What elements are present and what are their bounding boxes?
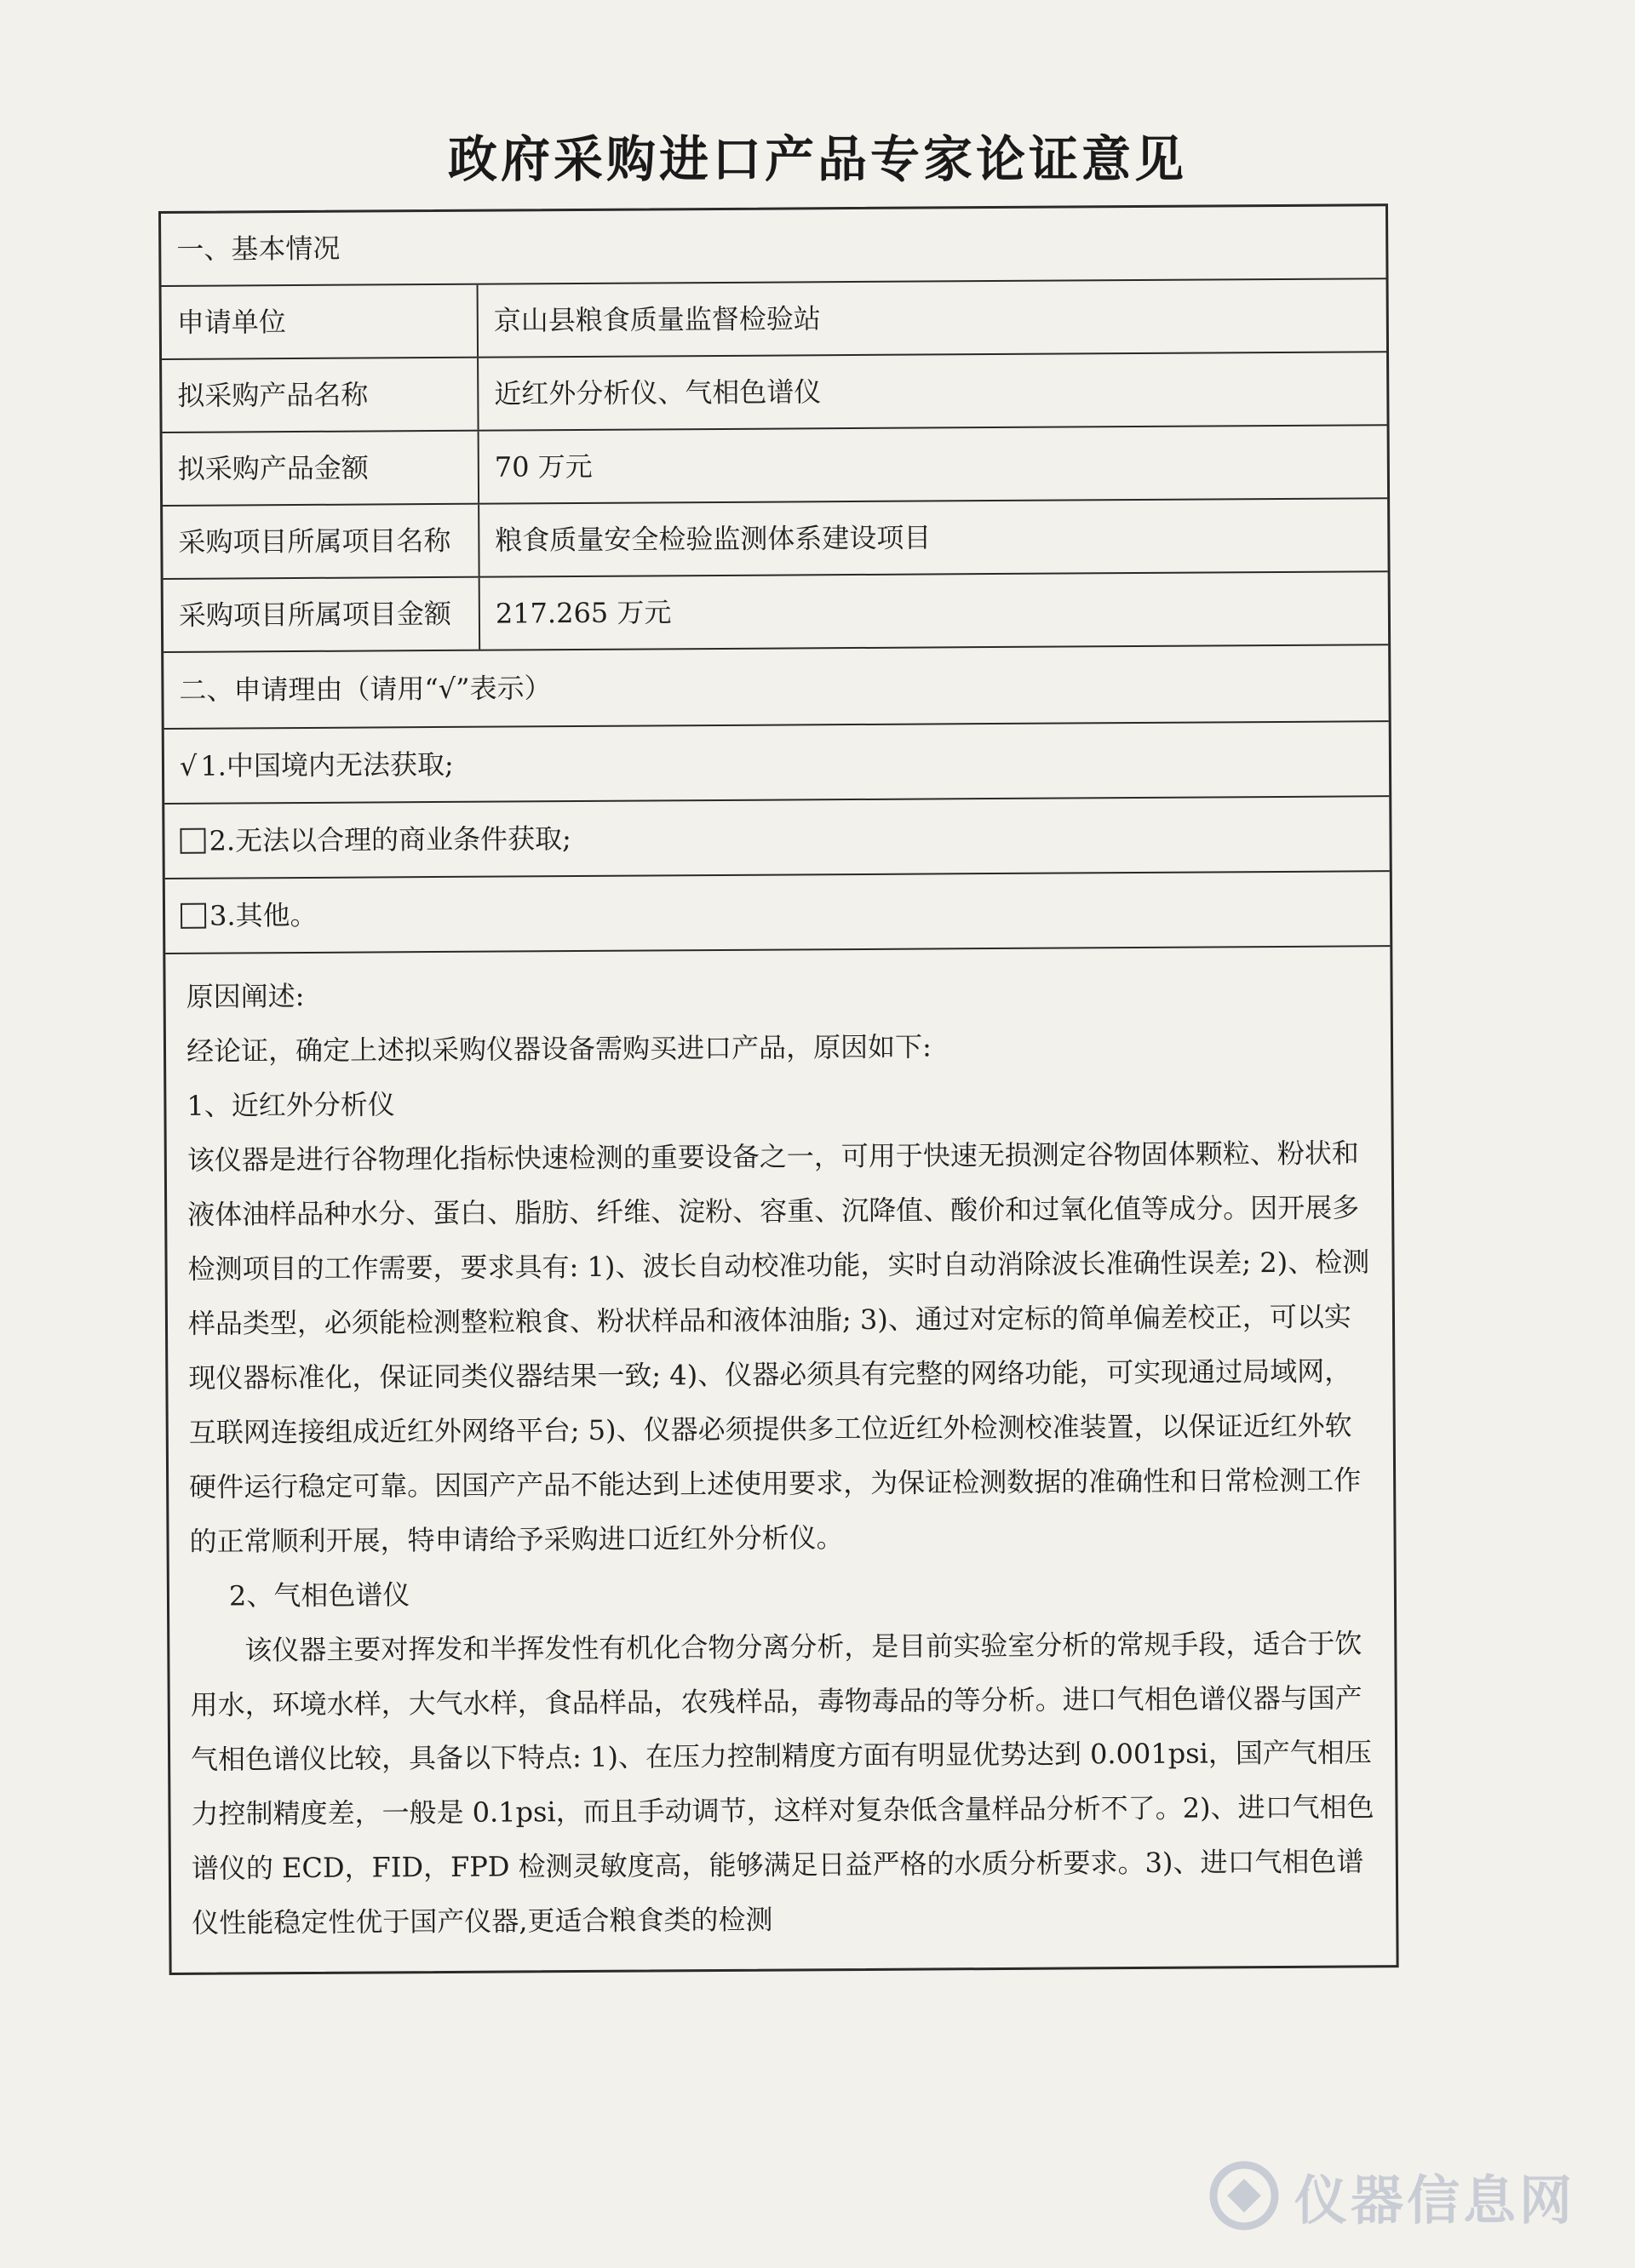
table-row bbox=[163, 499, 1387, 580]
field-value: 粮食质量安全检验监测体系建设项目 bbox=[495, 521, 932, 557]
field-label: 采购项目所属项目名称 bbox=[163, 505, 480, 578]
empty-checkbox-icon bbox=[180, 828, 205, 854]
item1-title: 1、近红外分析仪 bbox=[186, 1088, 395, 1122]
table-row bbox=[163, 426, 1387, 507]
checkmark-icon: √ bbox=[179, 749, 198, 782]
field-label: 采购项目所属项目金额 bbox=[164, 578, 481, 651]
item2-title: 2、气相色谱仪 bbox=[228, 1578, 410, 1612]
field-value: 京山县粮食质量监督检验站 bbox=[493, 302, 821, 337]
option-text: 3.其他。 bbox=[209, 898, 318, 932]
instrument-logo-icon bbox=[1206, 2157, 1282, 2234]
reason-intro: 经论证，确定上述拟采购仪器设备需购买进口产品，原因如下: bbox=[186, 1030, 932, 1068]
reason-heading: 原因阐述: bbox=[186, 979, 305, 1013]
field-label: 拟采购产品金额 bbox=[163, 432, 480, 505]
document-title: 政府采购进口产品专家论证意见 bbox=[447, 130, 1187, 188]
section2-heading-text: 二、申请理由（请用“√”表示） bbox=[179, 671, 552, 707]
item1-text: 该仪器是进行谷物理化指标快速检测的重要设备之一，可用于快速无损测定谷物固体颗粒、粉状和液体油样品种水分、蛋白、脂肪、纤维、淀粉、容重、沉降值、酸价和过氧化值等成分。因开展多检测项目的工作需要，要求具有: 1)、波长自动校准功能，实时自动消除波长准确性误差; 2)、检测样品类型，必须能检测整粒粮食、粉状样品和液体油脂; 3)、通过对定标的简单偏差校正，可以实现仪器标准化，保证同类仪器结果一致; 4)、仪器必须具有完整的网络功能，可实现通过局域网，互联网连接组成近红外网络平台; 5)、仪器必须提供多工位近红外检测校准装置，以保证近红外软硬件运行稳定可靠。因国产产品不能达到上述使用要求，为保证检测数据的准确性和日常检测工作的正常顺利开展，特申请给予采购进口近红外分析仪。 bbox=[186, 1137, 1370, 1558]
table-row bbox=[162, 352, 1386, 433]
field-value: 近红外分析仪、气相色谱仪 bbox=[494, 375, 822, 410]
empty-checkbox-icon bbox=[181, 903, 206, 929]
item2-text: 该仪器主要对挥发和半挥发性有机化合物分离分析，是目前实验室分析的常规手段，适合于饮用水，环境水样，大气水样，食品样品，农残样品，毒物毒品的等分析。进口气相色谱仪器与国产气相色谱仪比较，具备以下特点: 1)、在压力控制精度方面有明显优势达到 0.001psi，国产气相压力控制精度差，一般是 0.1psi，而且手动调节，这样对复杂低含量样品分析不了。2)、进口气相色谱仪的 ECD，FID，FPD 检测灵敏度高，能够满足日益严格的水质分析要求。3)、进口气相色谱仪性能稳定性优于国产仪器,更适合粮食类的检测 bbox=[190, 1627, 1374, 1939]
field-label: 拟采购产品名称 bbox=[162, 358, 479, 432]
field-label: 申请单位 bbox=[162, 285, 479, 358]
option-row bbox=[164, 797, 1390, 879]
reason-block bbox=[165, 947, 1396, 1973]
section-heading-basic bbox=[161, 206, 1385, 287]
watermark-text: 仪器信息网 bbox=[1294, 2168, 1575, 2231]
field-value: 217.265 万元 bbox=[495, 596, 672, 630]
table-row bbox=[162, 279, 1386, 360]
option-row bbox=[164, 722, 1390, 805]
form-table bbox=[158, 203, 1399, 1975]
field-value: 70 万元 bbox=[494, 450, 593, 484]
option-row bbox=[165, 872, 1391, 954]
table-row bbox=[164, 572, 1388, 653]
watermark bbox=[1206, 2157, 1575, 2234]
option-text: 2.无法以合理的商业条件获取; bbox=[209, 822, 571, 857]
section1-heading-text: 一、基本情况 bbox=[176, 232, 341, 266]
section-heading-reason bbox=[164, 645, 1389, 730]
option-text: 1.中国境内无法获取; bbox=[200, 747, 454, 782]
